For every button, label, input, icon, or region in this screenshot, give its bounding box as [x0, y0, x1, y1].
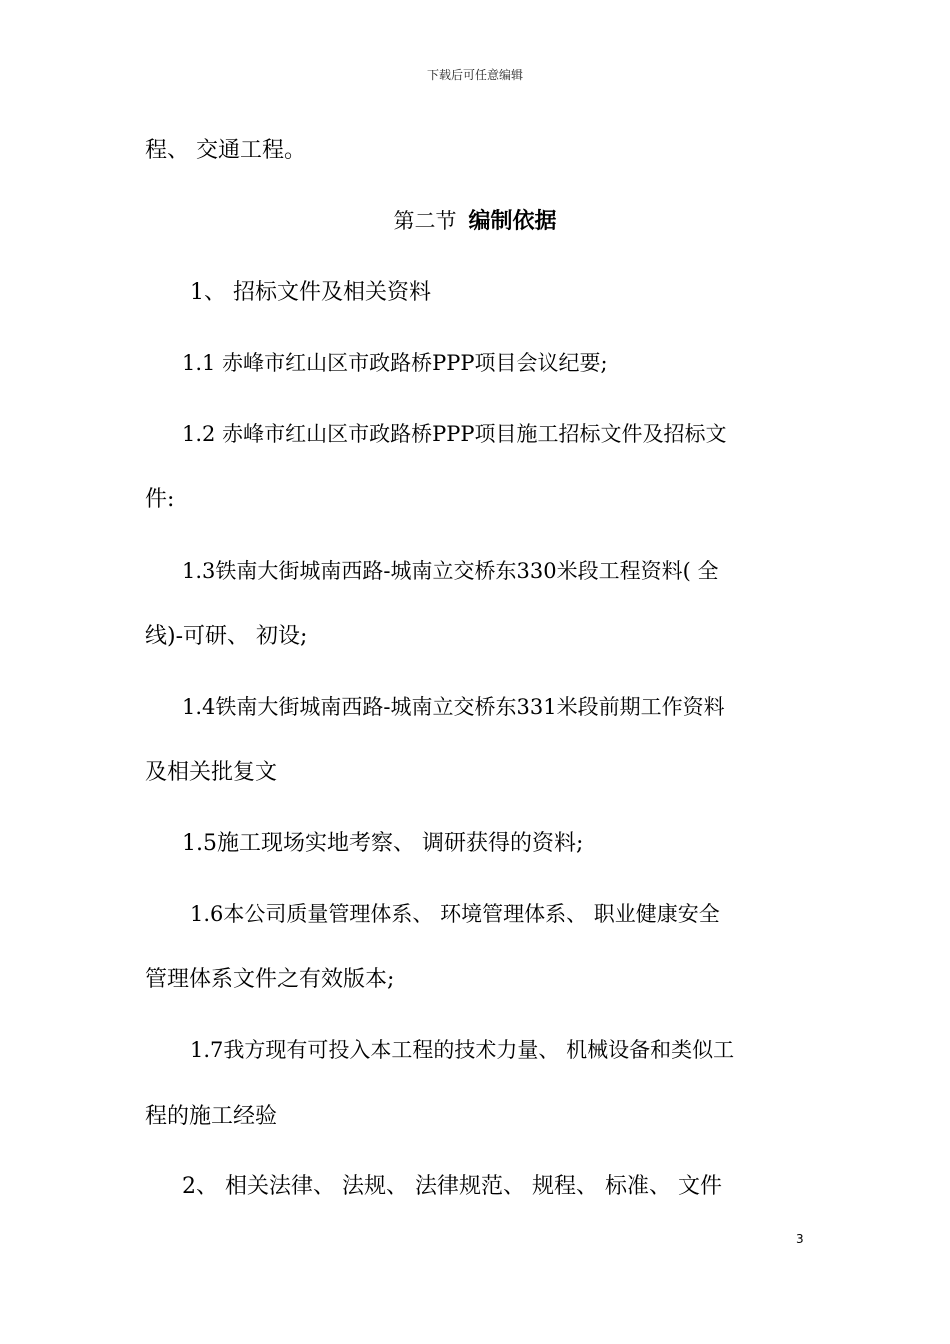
list-item-continuation: 线)-可研、 初设;: [145, 624, 308, 649]
list-item: 1.2 赤峰市红山区市政路桥PPP项目施工招标文件及招标文: [182, 422, 727, 446]
list-item: 1、 招标文件及相关资料: [190, 280, 431, 305]
list-item: 1.5施工现场实地考察、 调研获得的资料;: [182, 831, 584, 856]
paragraph-line: 程、 交通工程。: [145, 138, 306, 163]
list-item: 1.7我方现有可投入本工程的技术力量、 机械设备和类似工: [190, 1038, 735, 1062]
list-item: 1.1 赤峰市红山区市政路桥PPP项目会议纪要;: [182, 351, 608, 375]
section-number: 第二节: [393, 209, 457, 233]
section-title: 编制依据: [468, 209, 557, 234]
list-item: 1.3铁南大街城南西路-城南立交桥东330米段工程资料( 全: [182, 559, 719, 583]
page-number: 3: [796, 1232, 804, 1246]
list-item: 2、 相关法律、 法规、 法律规范、 规程、 标准、 文件: [182, 1174, 722, 1199]
list-item-continuation: 及相关批复文: [145, 760, 278, 785]
list-item-continuation: 程的施工经验: [145, 1104, 278, 1129]
list-item-continuation: 管理体系文件之有效版本;: [145, 967, 395, 992]
list-item-continuation: 件:: [145, 487, 175, 512]
page-header: 下载后可任意编辑: [426, 68, 523, 82]
list-item: 1.4铁南大街城南西路-城南立交桥东331米段前期工作资料: [182, 695, 725, 719]
list-item: 1.6本公司质量管理体系、 环境管理体系、 职业健康安全: [190, 902, 720, 926]
section-heading: [0, 208, 950, 235]
